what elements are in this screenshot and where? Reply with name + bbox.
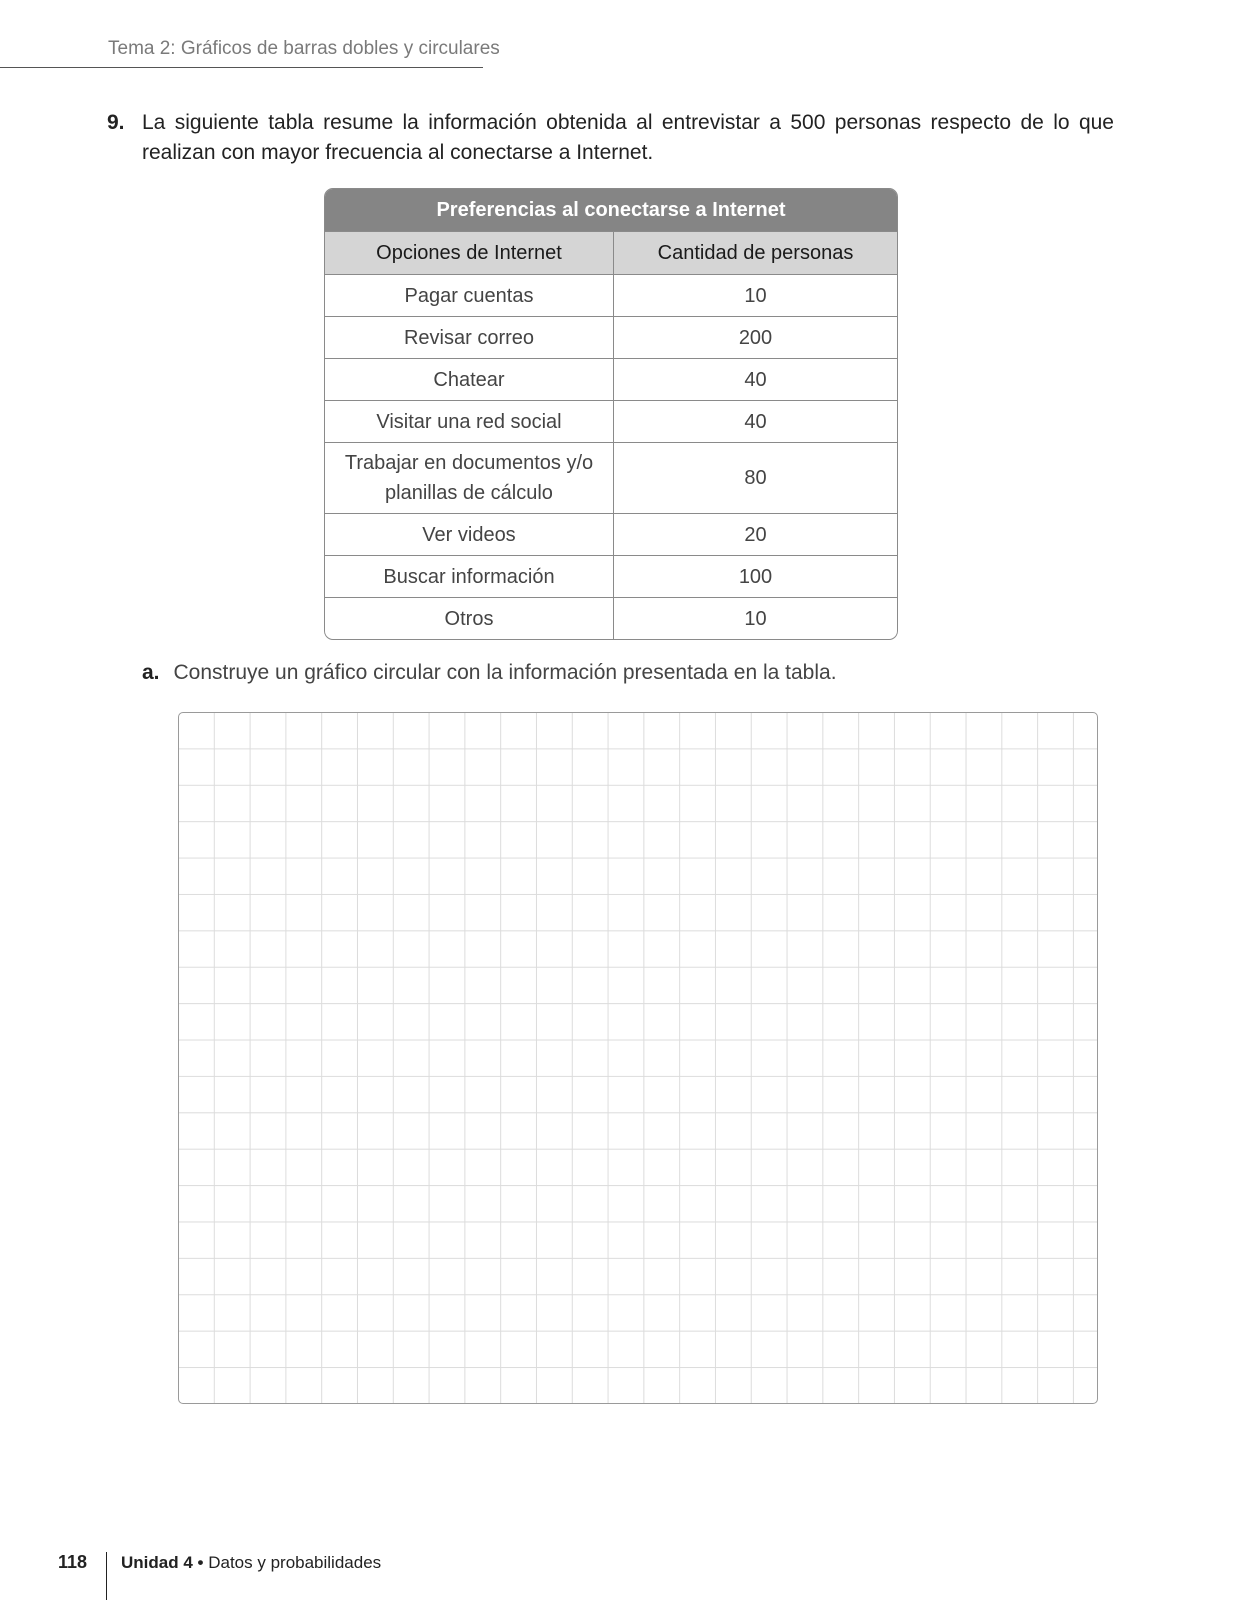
table-title: Preferencias al conectarse a Internet — [325, 189, 897, 232]
option-cell: Visitar una red social — [325, 401, 614, 443]
option-cell: Otros — [325, 598, 614, 640]
count-cell: 200 — [614, 317, 898, 359]
table-row — [325, 359, 897, 401]
subquestion-text: Construye un gráfico circular con la información presentada en la tabla. — [173, 661, 837, 684]
option-cell: Chatear — [325, 359, 614, 401]
count-cell: 40 — [614, 359, 898, 401]
table-row — [325, 275, 897, 317]
count-cell: 80 — [614, 443, 898, 514]
page-number: 118 — [58, 1552, 88, 1572]
question-text: La siguiente tabla resume la información obtenida al entrevistar a 500 personas respecto de lo que realizan con mayor frecuencia al conectarse a Internet. — [142, 111, 1114, 164]
table-row — [325, 317, 897, 359]
footer-unit — [121, 1553, 381, 1573]
question-9 — [107, 108, 1114, 168]
question-number: 9. — [107, 111, 125, 134]
unit-title: Datos y probabilidades — [208, 1553, 382, 1572]
option-cell: Pagar cuentas — [325, 275, 614, 317]
subquestion-a — [142, 661, 837, 685]
count-cell: 10 — [614, 598, 898, 640]
option-cell: Trabajar en documentos y/o planillas de cálculo — [325, 443, 614, 514]
unit-label: Unidad 4 — [121, 1553, 193, 1572]
count-cell: 10 — [614, 275, 898, 317]
page-header-title: Tema 2: Gráficos de barras dobles y circulares — [108, 38, 500, 59]
table-row — [325, 514, 897, 556]
count-cell: 100 — [614, 556, 898, 598]
grid-answer-area[interactable] — [178, 712, 1098, 1404]
table-row — [325, 556, 897, 598]
option-cell: Ver videos — [325, 514, 614, 556]
option-cell: Buscar información — [325, 556, 614, 598]
table-row — [325, 443, 897, 514]
count-cell: 40 — [614, 401, 898, 443]
footer-separator: • — [197, 1553, 204, 1572]
table-row — [325, 401, 897, 443]
header-rule — [0, 67, 483, 68]
option-cell: Revisar correo — [325, 317, 614, 359]
preferences-table — [324, 188, 898, 640]
count-cell: 20 — [614, 514, 898, 556]
footer-rule — [106, 1552, 107, 1600]
column-header-count: Cantidad de personas — [614, 232, 898, 275]
subquestion-letter: a. — [142, 661, 160, 684]
column-header-options: Opciones de Internet — [325, 232, 614, 275]
table-row — [325, 598, 897, 640]
